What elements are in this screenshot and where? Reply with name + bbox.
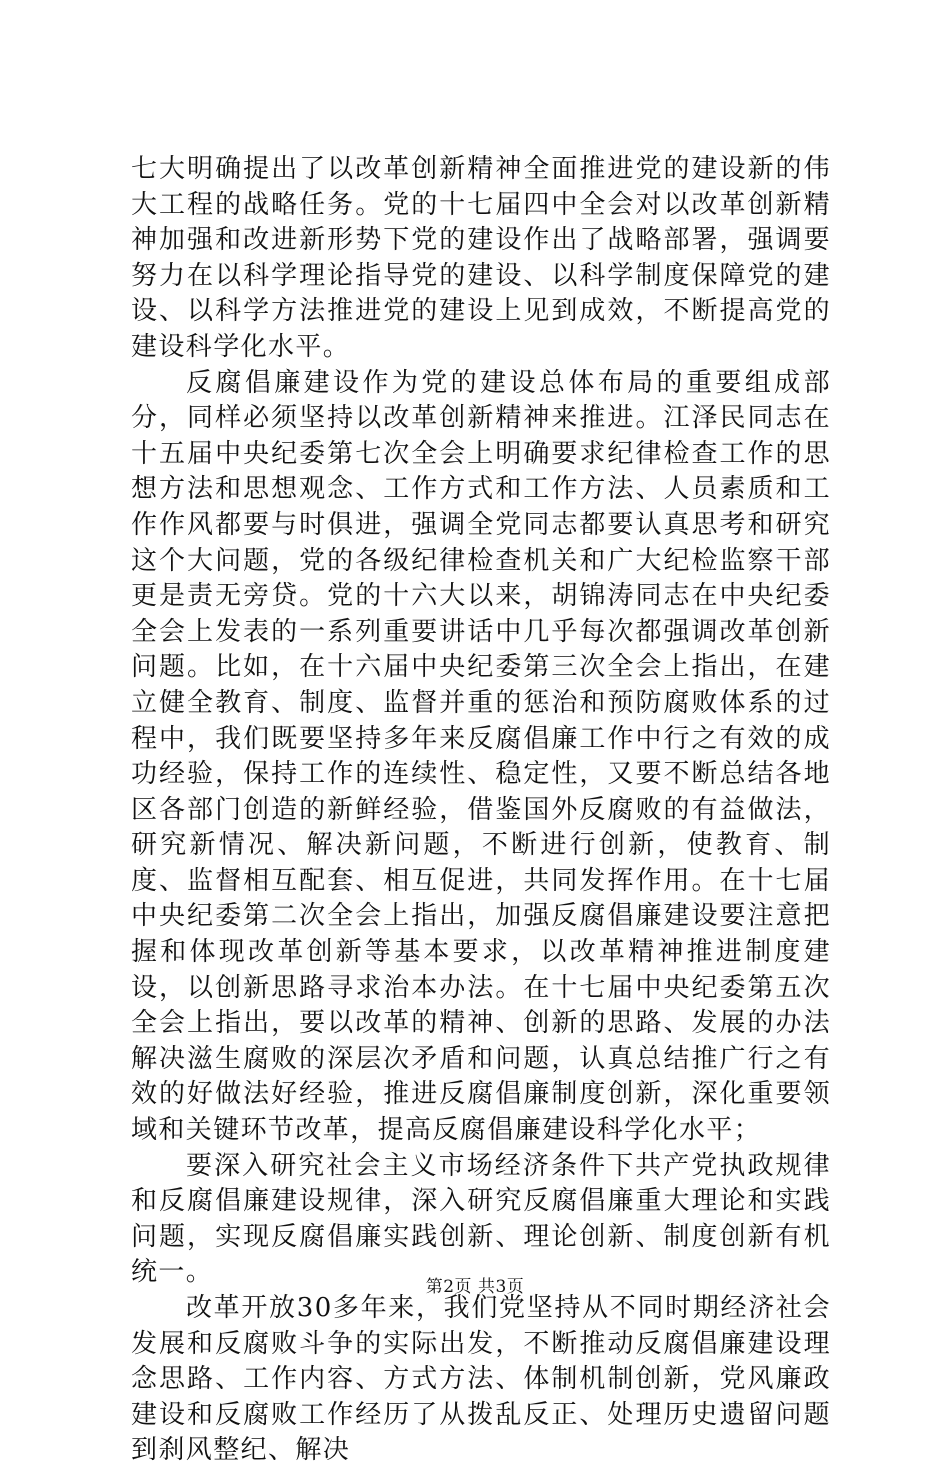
- page-number-footer: 第2页 共3页: [425, 1277, 525, 1297]
- paragraph-4: 改革开放30多年来，我们党坚持从不同时期经济社会发展和反腐败斗争的实际出发，不断推动反腐倡廉建设理念思路、工作内容、方式方法、体制机制创新，党风廉政建设和反腐败工作经历了从拨乱反正、处理历史遗留问题到刹风整纪、解决: [131, 1293, 831, 1466]
- paragraph-2: 反腐倡廉建设作为党的建设总体布局的重要组成部分，同样必须坚持以改革创新精神来推进。江泽民同志在十五届中央纪委第七次全会上明确要求纪律检查工作的思想方法和思想观念、工作方式和工作方法、人员素质和工作作风都要与时俱进，强调全党同志都要认真思考和研究这个大问题，党的各级纪律检查机关和广大纪检监察干部更是责无旁贷。党的十六大以来，胡锦涛同志在中央纪委全会上发表的一系列重要讲话中几乎每次都强调改革创新问题。比如，在十六届中央纪委第三次全会上指出，在建立健全教育、制度、监督并重的惩治和预防腐败体系的过程中，我们既要坚持多年来反腐倡廉工作中行之有效的成功经验，保持工作的连续性、稳定性，又要不断总结各地区各部门创造的新鲜经验，借鉴国外反腐败的有益做法，研究新情况、解决新问题，不断进行创新，使教育、制度、监督相互配套、相互促进，共同发挥作用。在十七届中央纪委第二次全会上指出，加强反腐倡廉建设要注意把握和体现改革创新等基本要求，以改革精神推进制度建设，以创新思路寻求治本办法。在十七届中央纪委第五次全会上指出，要以改革的精神、创新的思路、发展的办法解决滋生腐败的深层次矛盾和问题，认真总结推广行之有效的好做法好经验，推进反腐倡廉制度创新，深化重要领域和关键环节改革，提高反腐倡廉建设科学化水平；: [131, 367, 831, 1146]
- paragraph-3: 要深入研究社会主义市场经济条件下共产党执政规律和反腐倡廉建设规律，深入研究反腐倡廉重大理论和实践问题，实现反腐倡廉实践创新、理论创新、制度创新有机统一。: [131, 1150, 831, 1288]
- paragraph-1: 七大明确提出了以改革创新精神全面推进党的建设新的伟大工程的战略任务。党的十七届四中全会对以改革创新精神加强和改进新形势下党的建设作出了战略部署，强调要努力在以科学理论指导党的建设、以科学制度保障党的建设、以科学方法推进党的建设上见到成效，不断提高党的建设科学化水平。: [131, 154, 831, 362]
